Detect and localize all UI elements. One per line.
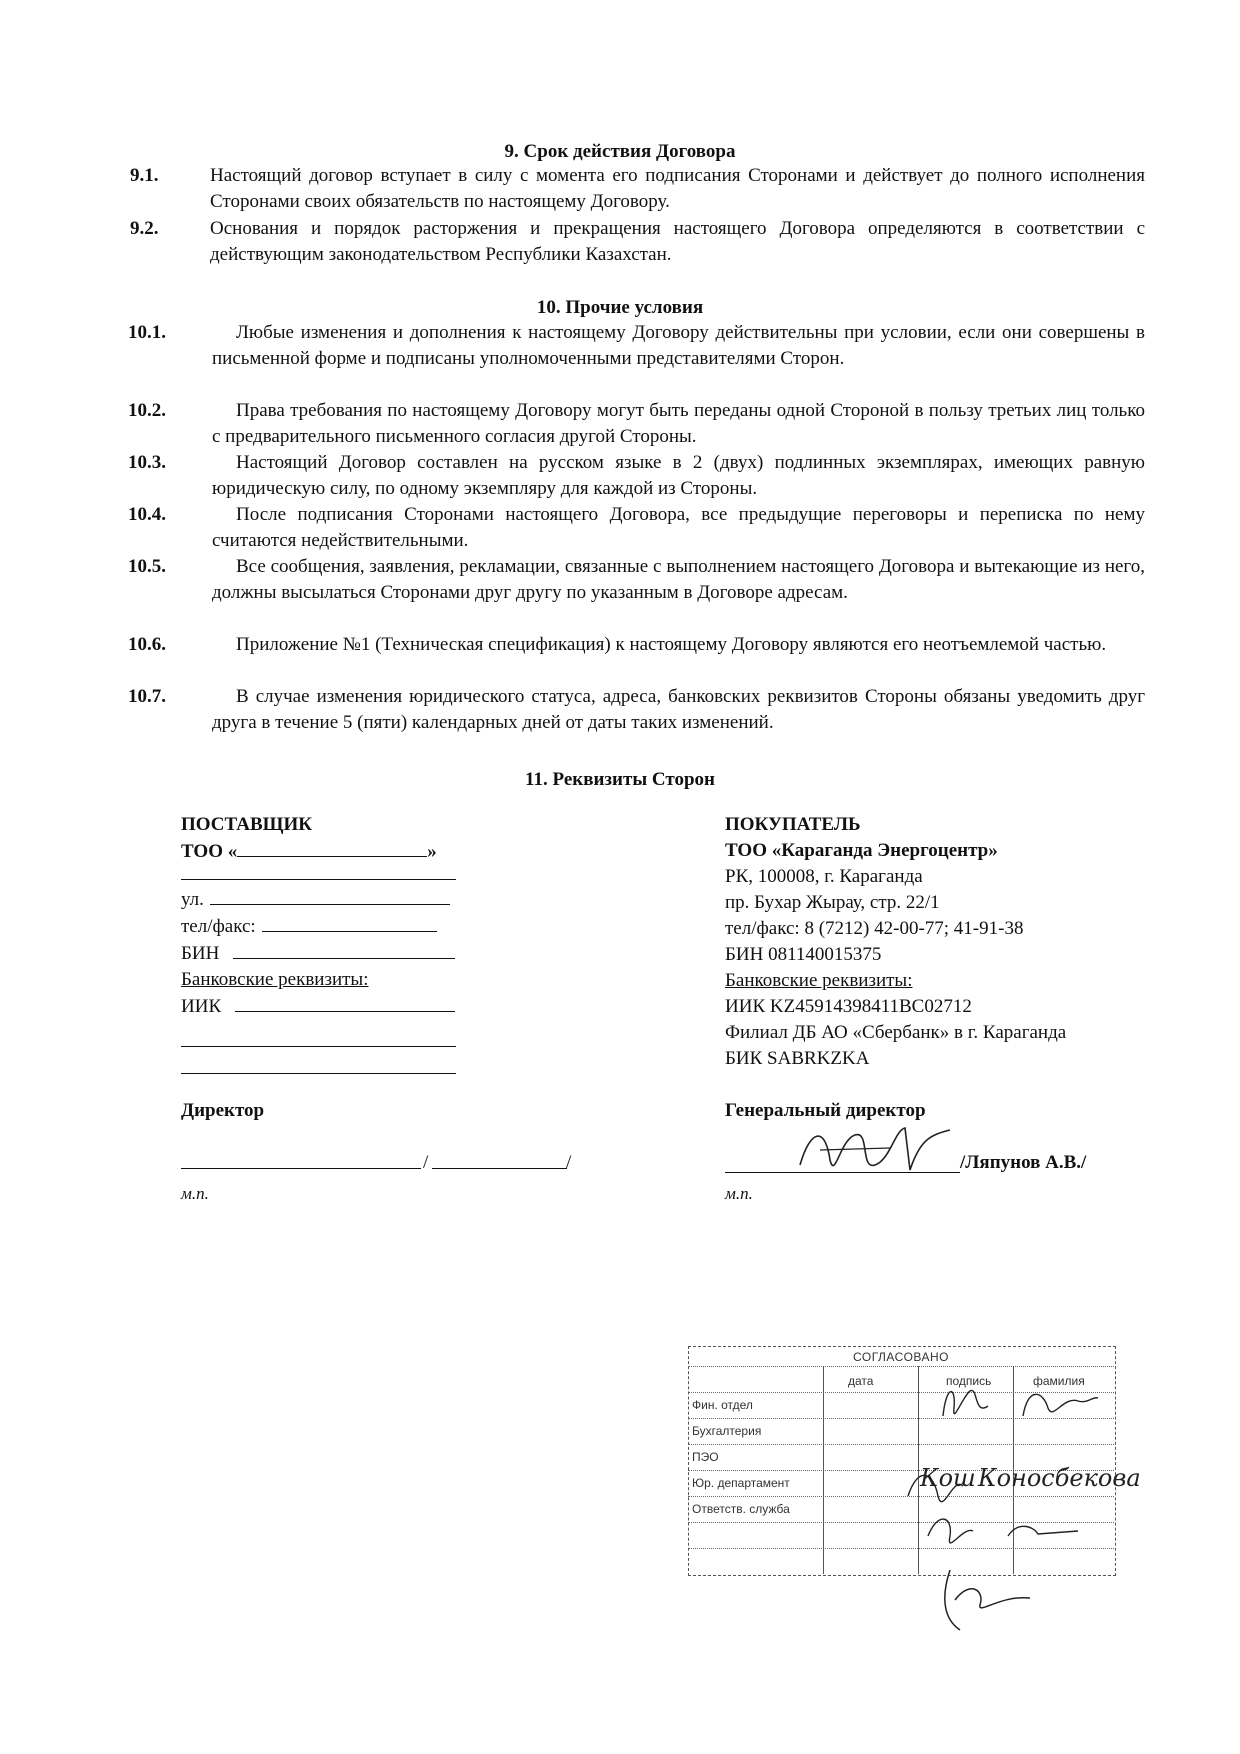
supplier-signature-line	[181, 1168, 421, 1169]
buyer-address-line1: РК, 100008, г. Караганда	[725, 866, 923, 887]
clause-text: Основания и порядок расторжения и прекращения настоящего Договора определяются в соответствии с действующим законодательством Республики Казахстан.	[210, 218, 1145, 265]
clause-number: 10.6.	[128, 634, 166, 655]
clause-number: 10.5.	[128, 556, 166, 577]
clause-number: 9.1.	[130, 165, 159, 186]
buyer-iik: ИИК KZ45914398411BC02712	[725, 996, 972, 1017]
clause-text: Настоящий договор вступает в силу с момента его подписания Сторонами и действует до полного исполнения Сторонами своих обязательств по настоящему Договору.	[210, 165, 1145, 212]
blank-line	[181, 865, 456, 880]
supplier-name-line	[432, 1168, 567, 1169]
clause-10-4	[128, 502, 1145, 554]
section-11-title: 11. Реквизиты Сторон	[525, 769, 715, 790]
clause-10-2	[128, 398, 1145, 450]
buyer-bin: БИН 081140015375	[725, 944, 882, 965]
supplier-street: ул.	[181, 886, 481, 913]
buyer-address-line2: пр. Бухар Жырау, стр. 22/1	[725, 892, 940, 913]
stamp-col-date: дата	[848, 1374, 874, 1388]
clause-number: 10.1.	[128, 322, 166, 343]
buyer-branch: Филиал ДБ АО «Сбербанк» в г. Караганда	[725, 1022, 1067, 1043]
clause-text: Приложение №1 (Техническая спецификация) к настоящему Договору являются его неотъемлемой частью.	[236, 634, 1107, 655]
clause-number: 10.7.	[128, 686, 166, 707]
stamp-row: Юр. департамент	[692, 1476, 790, 1490]
supplier-bank-label: Банковские реквизиты:	[181, 969, 369, 990]
clause-text: После подписания Сторонами настоящего Договора, все предыдущие переговоры и переписка по нему считаются недействительными.	[212, 504, 1145, 551]
buyer-signature-mark	[780, 1120, 980, 1180]
buyer-seal-label: м.п.	[725, 1184, 753, 1203]
clause-number: 10.4.	[128, 504, 166, 525]
clause-text: Любые изменения и дополнения к настоящему Договору действительны при условии, если они совершены в письменной форме и подписаны уполномоченными представителями Сторон.	[212, 322, 1145, 369]
blank-line	[181, 1020, 456, 1047]
stamp-row: Фин. отдел	[692, 1398, 753, 1412]
clause-number: 10.3.	[128, 452, 166, 473]
stamp-col-name: фамилия	[1033, 1374, 1085, 1388]
buyer-signer-name: /Ляпунов А.В./	[960, 1152, 1087, 1173]
handwritten-initial: Кош	[920, 1464, 976, 1492]
clause-10-5	[128, 554, 1145, 606]
buyer-details	[725, 812, 1155, 1072]
clause-text: Настоящий Договор составлен на русском языке в 2 (двух) подлинных экземплярах, имеющих равную юридическую силу, по одному экземпляру для каждой из Стороны.	[212, 452, 1145, 499]
buyer-org: ТОО «Караганда Энергоцентр»	[725, 840, 998, 861]
stamp-row: ПЭО	[692, 1450, 719, 1464]
clause-text: В случае изменения юридического статуса, адреса, банковских реквизитов Стороны обязаны уведомить друг друга в течение 5 (пяти) календарных дней от даты таких изменений.	[212, 686, 1145, 733]
stamp-title: СОГЛАСОВАНО	[852, 1350, 950, 1364]
supplier-director-label: Директор	[181, 1100, 265, 1121]
buyer-bank-label: Банковские реквизиты:	[725, 970, 913, 991]
clause-text: Все сообщения, заявления, рекламации, связанные с выполнением настоящего Договора и вытекающие из него, должны высылаться Сторонами друг другу по указанным в Договоре адресам.	[212, 556, 1145, 603]
buyer-director-label: Генеральный директор	[725, 1100, 926, 1121]
stamp-row: Бухгалтерия	[692, 1424, 762, 1438]
supplier-details	[181, 812, 481, 1074]
stamp-col-sign: подпись	[946, 1374, 992, 1388]
clause-text: Права требования по настоящему Договору могут быть переданы одной Стороной в пользу третьих лиц только с предварительного письменного согласия другой Стороны.	[212, 400, 1145, 447]
stamp-row: Ответств. служба	[692, 1502, 790, 1516]
buyer-phone: тел/факс: 8 (7212) 42-00-77; 41-91-38	[725, 918, 1024, 939]
clause-10-7	[128, 684, 1145, 736]
supplier-phone: тел/факс:	[181, 913, 481, 940]
approval-stamp	[688, 1346, 1141, 1576]
extra-signature-mark	[930, 1560, 1050, 1640]
clause-10-6	[128, 632, 1145, 658]
slash: /	[423, 1152, 429, 1173]
clause-9-2	[130, 216, 1145, 268]
clause-10-1	[128, 320, 1145, 372]
section-10-title: 10. Прочие условия	[536, 297, 704, 318]
clause-10-3	[128, 450, 1145, 502]
buyer-bik: БИК SABRKZKA	[725, 1048, 870, 1069]
supplier-heading: ПОСТАВЩИК	[181, 814, 313, 835]
section-9-title: 9. Срок действия Договора	[504, 141, 736, 162]
buyer-heading: ПОКУПАТЕЛЬ	[725, 814, 861, 835]
supplier-seal-label: м.п.	[181, 1184, 209, 1203]
supplier-org: ТОО « »	[181, 838, 481, 865]
clause-number: 9.2.	[130, 218, 159, 239]
supplier-iik: ИИК	[181, 993, 481, 1020]
supplier-bin: БИН	[181, 940, 481, 967]
slash: /	[566, 1152, 572, 1173]
handwritten-surname: Коносбекова	[978, 1464, 1141, 1492]
supplier-org-blank	[237, 838, 427, 857]
clause-9-1	[130, 163, 1145, 215]
stamp-handwriting	[688, 1346, 1116, 1576]
blank-line	[181, 1047, 456, 1074]
clause-number: 10.2.	[128, 400, 166, 421]
